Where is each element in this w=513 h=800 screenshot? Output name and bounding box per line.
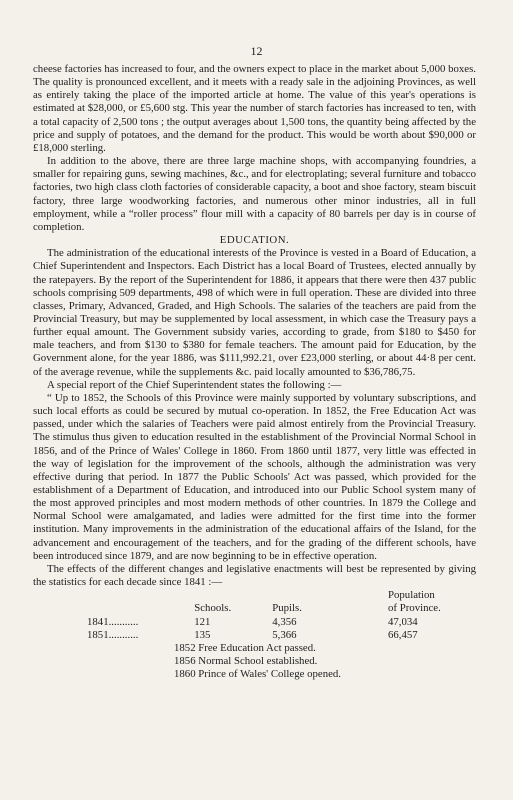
paragraph-administration: The administration of the educational interests of the Province is vested in a Board of Education, a Chief Superintendent and Inspectors. Each District has a local Board of Trustees, elected annually by the ratepayers. By the report of the Superintendent for 1886, it appears that there were then 437 public schools comprising 509 departments, 498 of which were in full operation. These are divided into three classes, Primary, Advanced, Graded, and High Schools. The salaries of the teachers are paid from the Provincial Treasury, but may be supplemented by local assessment, in which case the Treasury pays a further equal amount. The Government subsidy varies, according to grade, from $180 to $450 for male teachers, and from $130 to $380 for female teachers. The amount paid for Education, by the Government alone, for the year 1886, was $111,992.21, over £23,000 sterling, or about 44·8 per cent. of the average revenue, while the supplements &c. paid locally amounted to $36,786,75. [33, 247, 476, 378]
cell-population: 66,457 [388, 628, 418, 641]
event-item: 1856 Normal School established. [174, 655, 318, 668]
events-list [174, 642, 476, 681]
paragraph-special-report-intro: A special report of the Chief Superintendent states the following :— [47, 378, 342, 391]
table-row [33, 616, 476, 629]
paragraph-quoted-history: “ Up to 1852, the Schools of this Province were mainly supported by voluntary subscriptions, and such local efforts as could be secured by mutual co-operation. In 1852, the Free Education Act was passed, under which the salaries of Teachers were paid almost entirely from the Provincial Treasury. The stimulus thus given to education resulted in the establishment of the Provincial Normal School in 1856, and of the Prince of Wales' College in 1860. From 1860 until 1877, very little was effected in the way of legislation for the improvement of the schools, although the administration was very effective during that period. In 1877 the Public Schools' Act was passed, which provided for the establishment of a Department of Education, and introduced into our Public School system many of the most approved principles and most modern methods of other countries. In 1879 the College and Normal School were amalgamated, and ladies were admitted for the first time into the former institution. Many improvements in the administration of the educational affairs of the Island, for the advancement and encouragement of the teachers, and for the grading of the different schools, have been introduced since 1879, and are now beginning to be in effective operation. [33, 391, 476, 562]
education-statistics-table [33, 589, 476, 642]
dot-leader: ........... [108, 628, 139, 641]
cell-year: 1851 [87, 628, 109, 641]
cell-schools: 121 [194, 615, 211, 628]
dot-leader: ........... [108, 615, 139, 628]
column-header-schools: Schools. [194, 602, 232, 615]
section-heading-education: EDUCATION. [219, 234, 290, 247]
cell-pupils: 4,356 [272, 615, 297, 628]
column-header-of-province: of Province. [388, 602, 441, 615]
column-header-population: Population [388, 589, 435, 602]
table-row [33, 629, 476, 642]
body-text [33, 63, 476, 681]
event-item: 1860 Prince of Wales' College opened. [174, 668, 341, 681]
event-item: 1852 Free Education Act passed. [174, 641, 316, 654]
cell-pupils: 5,366 [272, 628, 297, 641]
paragraph-statistics-intro: The effects of the different changes and legislative enactments will best be represented by giving the statistics for each decade since 1841 :— [33, 562, 476, 589]
paragraph-industries: In addition to the above, there are three large machine shops, with accompanying foundries, a smaller for repairing guns, sewing machines, &c., and for electroplating; several furniture and tobacco factories, two high class cloth factories of considerable capacity, a boot and shoe factory, steam biscuit factory, three large woodworking factories, and numerous other minor industries, all in full employment, while a “roller process” flour mill with a capacity of 80 barrels per day is in course of completion. [33, 155, 476, 233]
column-header-pupils: Pupils. [272, 602, 302, 615]
cell-population: 47,034 [388, 615, 418, 628]
cell-schools: 135 [194, 628, 211, 641]
paragraph-cheese-starch: cheese factories has increased to four, and the owners expect to place in the market about 5,000 boxes. The quality is pronounced excellent, and it meets with a ready sale in the adjoining Provinces, as well as entirely taking the place of the imported article at home. The value of this year's operations is estimated at $28,000, or £5,600 stg. This year the number of starch factories has increased to ten, with a total capacity of 2,500 tons ; the output averages about 1,500 tons, the quantity being affected by the price and supply of potatoes, and the demand for the product. This would be worth about $90,000 or £18,000 sterling. [33, 63, 476, 154]
cell-year: 1841 [87, 615, 109, 628]
page-number: 12 [250, 44, 263, 58]
table-header-row-2 [33, 602, 476, 615]
table-header-row-1 [33, 589, 476, 602]
